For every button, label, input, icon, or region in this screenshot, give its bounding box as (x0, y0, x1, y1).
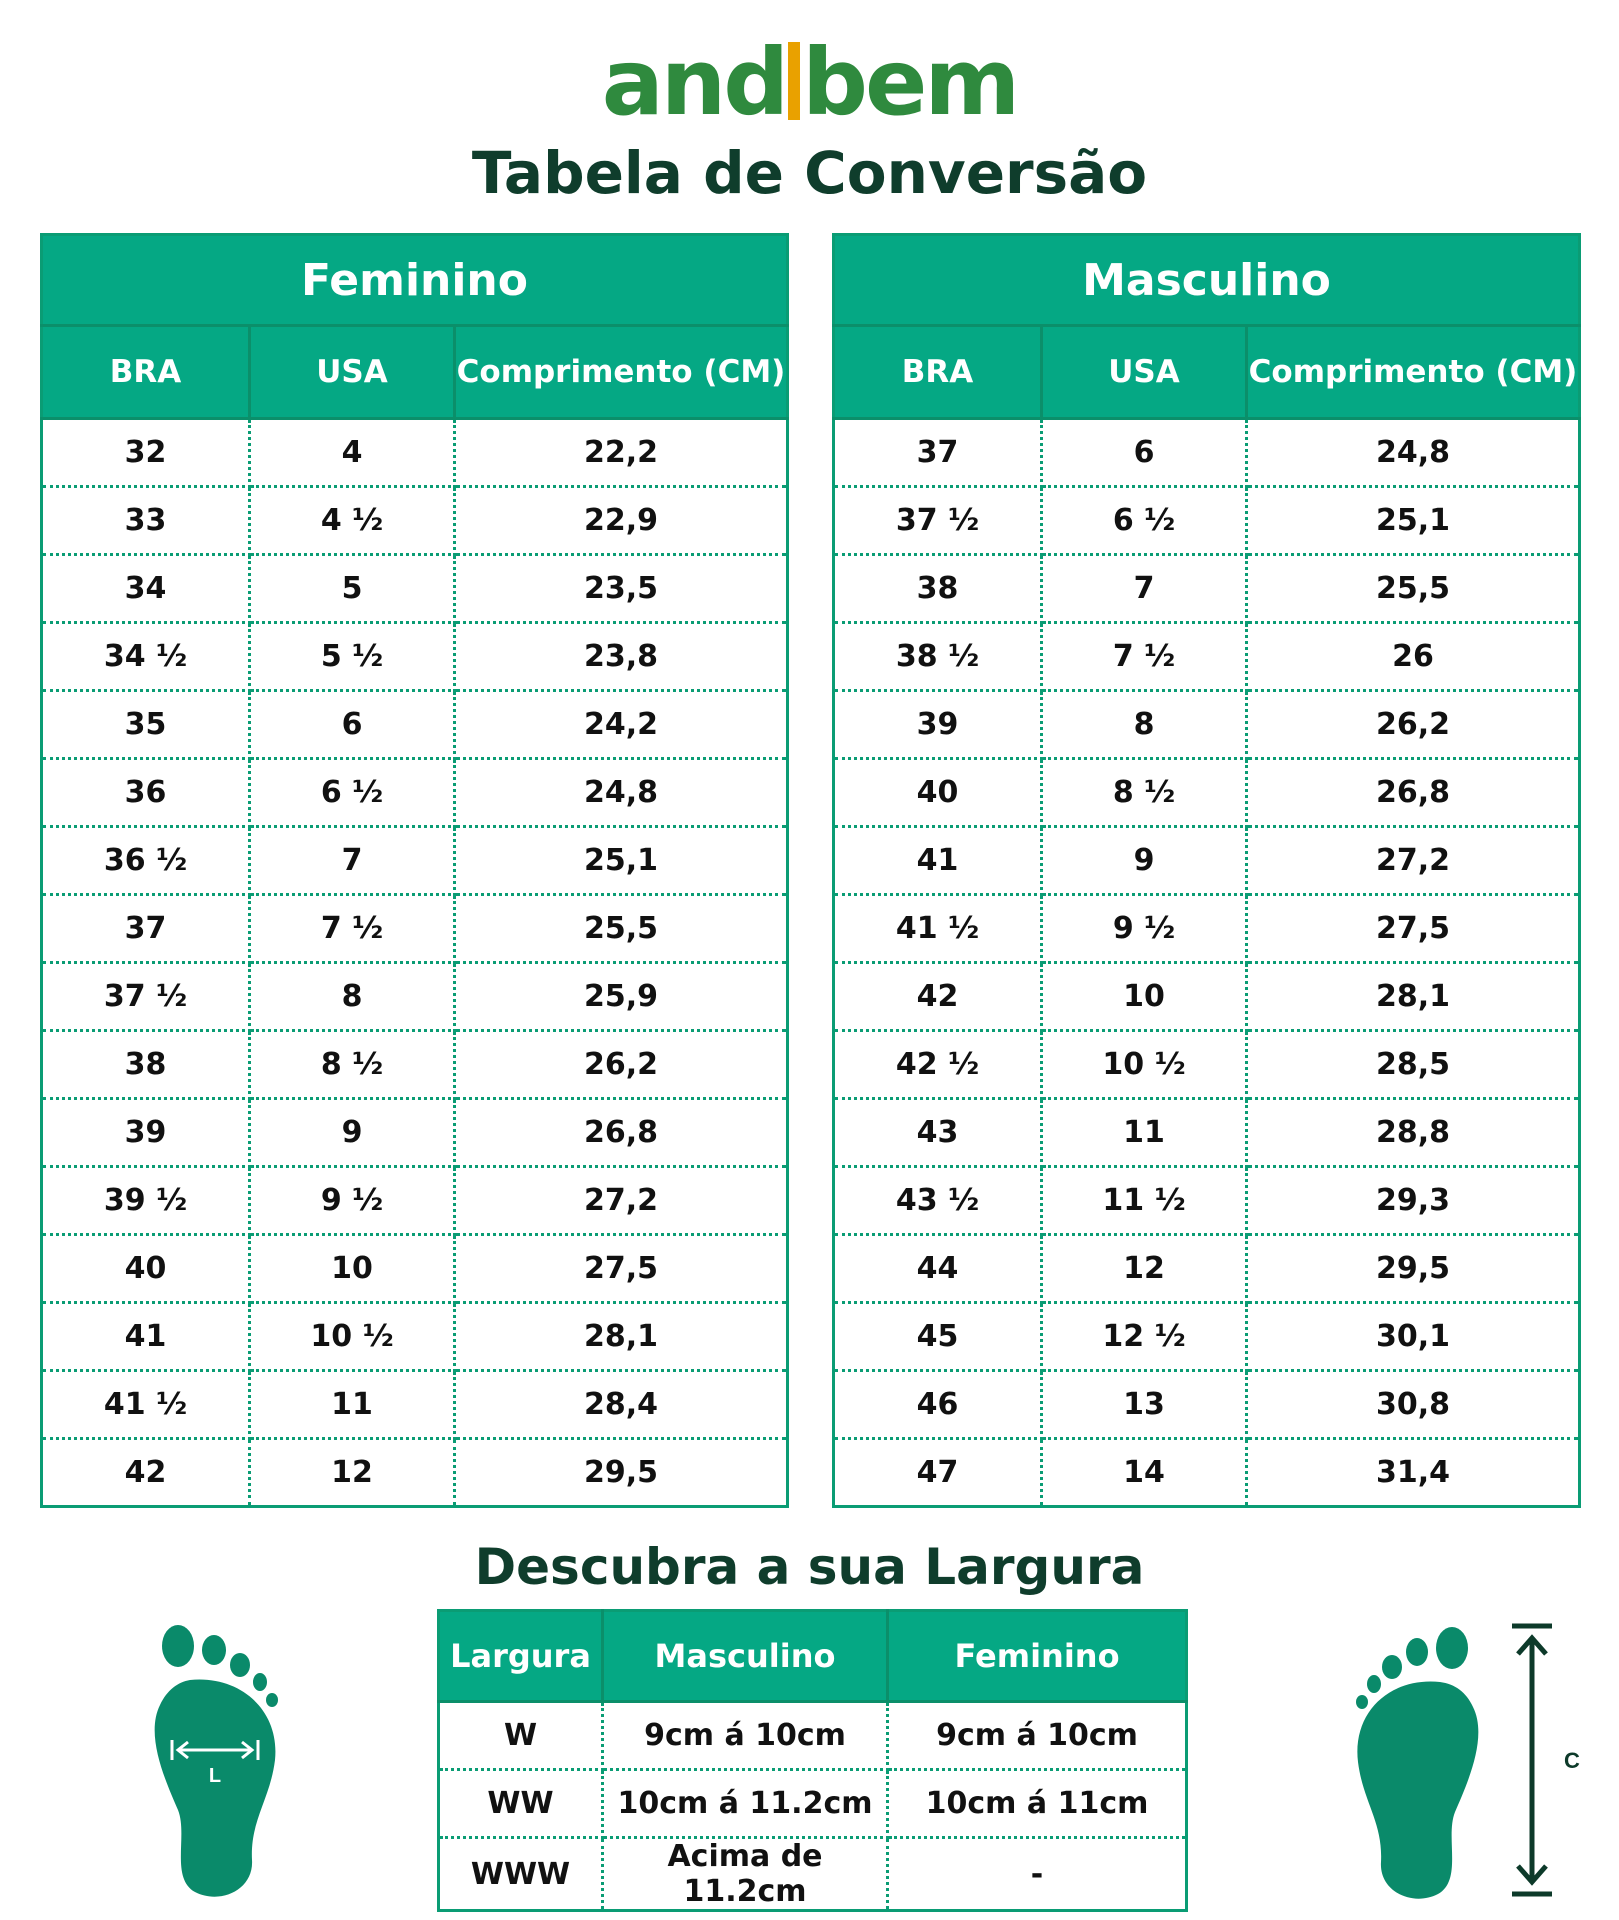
table-cell: 10 ½ (1042, 1031, 1247, 1099)
table-cell: 26,8 (455, 1099, 788, 1167)
table-cell: 26 (1247, 623, 1580, 691)
table-cell: WWW (439, 1838, 603, 1911)
table-cell: 38 (834, 555, 1042, 623)
column-header-bra: BRA (834, 326, 1042, 419)
table-cell: 12 ½ (1042, 1303, 1247, 1371)
table-cell: 4 ½ (250, 487, 455, 555)
table-cell: 10 (1042, 963, 1247, 1031)
table-cell: 45 (834, 1303, 1042, 1371)
table-cell: 22,2 (455, 419, 788, 487)
table-cell: 39 (834, 691, 1042, 759)
logo-text-right: bem (802, 29, 1018, 136)
table-cell: 24,2 (455, 691, 788, 759)
table-cell: 36 (42, 759, 250, 827)
column-header-usa: USA (250, 326, 455, 419)
table-cell: 24,8 (455, 759, 788, 827)
table-row (42, 1235, 788, 1303)
table-cell: 37 ½ (42, 963, 250, 1031)
largura-table (437, 1609, 1188, 1912)
table-row (834, 895, 1580, 963)
table-cell: 46 (834, 1371, 1042, 1439)
table-row (439, 1838, 1187, 1911)
foot-width-label: L (208, 1765, 222, 1787)
table-cell: 9 ½ (250, 1167, 455, 1235)
table-cell: 10cm á 11cm (888, 1770, 1187, 1838)
column-header-masculino: Masculino (603, 1611, 888, 1702)
foot-length-illustration (1340, 1620, 1580, 1900)
table-cell: 33 (42, 487, 250, 555)
page-title: Tabela de Conversão (471, 139, 1148, 207)
table-cell: 7 (250, 827, 455, 895)
table-cell: 12 (250, 1439, 455, 1507)
table-cell: 10cm á 11.2cm (603, 1770, 888, 1838)
table-row (42, 1099, 788, 1167)
table-cell: 23,8 (455, 623, 788, 691)
table-cell: 42 ½ (834, 1031, 1042, 1099)
masculino-table (832, 233, 1581, 1508)
table-cell: 34 ½ (42, 623, 250, 691)
table-cell: 7 ½ (1042, 623, 1247, 691)
table-cell: 29,5 (1247, 1235, 1580, 1303)
column-header-comprimento: Comprimento (CM) (455, 326, 788, 419)
masculino-heading: Masculino (834, 235, 1580, 326)
table-cell: 9 (1042, 827, 1247, 895)
table-cell: 9cm á 10cm (888, 1702, 1187, 1770)
table-cell: 37 ½ (834, 487, 1042, 555)
table-cell: 10 (250, 1235, 455, 1303)
table-row (42, 555, 788, 623)
table-row (834, 827, 1580, 895)
table-cell: 29,5 (583, 1455, 659, 1490)
table-cell: 43 ½ (834, 1167, 1042, 1235)
table-cell: 28,4 (455, 1371, 788, 1439)
table-row (834, 1167, 1580, 1235)
table-cell: 11 (1042, 1099, 1247, 1167)
table-cell: 11 (250, 1371, 455, 1439)
table-cell: 4 (250, 419, 455, 487)
table-cell: 6 ½ (250, 759, 455, 827)
column-header-usa: USA (1042, 326, 1247, 419)
table-cell: 25,5 (1247, 555, 1580, 623)
table-row (42, 827, 788, 895)
table-row (834, 623, 1580, 691)
column-header-feminino: Feminino (888, 1611, 1187, 1702)
table-cell: W (439, 1702, 603, 1770)
table-row (834, 487, 1580, 555)
table-cell: 28,5 (1247, 1031, 1580, 1099)
table-cell: 41 ½ (834, 895, 1042, 963)
table-cell: 6 (1042, 419, 1247, 487)
feminino-table (40, 233, 789, 1508)
table-cell: Acima de 11.2cm (603, 1838, 888, 1911)
table-row (42, 1031, 788, 1099)
table-cell: 25,1 (1247, 487, 1580, 555)
table-row (42, 759, 788, 827)
table-cell: 10 ½ (250, 1303, 455, 1371)
table-cell: 9cm á 10cm (603, 1702, 888, 1770)
table-row (42, 1371, 788, 1439)
table-row (42, 487, 788, 555)
table-cell: 8 ½ (1042, 759, 1247, 827)
table-cell: 8 (250, 963, 455, 1031)
table-row (42, 1303, 788, 1371)
table-cell: 8 (1042, 691, 1247, 759)
table-cell: 28,8 (1247, 1099, 1580, 1167)
table-cell: 9 ½ (1042, 895, 1247, 963)
table-cell: 24,8 (1247, 419, 1580, 487)
table-row (834, 1439, 1580, 1507)
table-row (42, 895, 788, 963)
table-cell: 26,2 (455, 1031, 788, 1099)
column-header-bra: BRA (42, 326, 250, 419)
logo-text-left: and (601, 29, 787, 136)
table-row (42, 963, 788, 1031)
table-row (439, 1702, 1187, 1770)
table-row (42, 623, 788, 691)
table-cell: 14 (1042, 1439, 1247, 1507)
table-cell: 37 (834, 419, 1042, 487)
table-row (834, 691, 1580, 759)
table-cell: 30,8 (1247, 1371, 1580, 1439)
table-cell: 27,2 (455, 1167, 788, 1235)
table-cell: 31,4 (1376, 1455, 1451, 1490)
table-cell: 34 (42, 555, 250, 623)
foot-length-icon (1340, 1620, 1580, 1900)
table-cell: 41 (42, 1303, 250, 1371)
table-cell: 28,1 (1247, 963, 1580, 1031)
table-cell: 5 (250, 555, 455, 623)
table-cell: - (1030, 1856, 1044, 1892)
table-cell: 35 (42, 691, 250, 759)
table-cell: 5 ½ (250, 623, 455, 691)
column-header-comprimento: Comprimento (CM) (1247, 326, 1580, 419)
table-cell: 30,1 (1247, 1303, 1580, 1371)
table-cell: 43 (834, 1099, 1042, 1167)
table-cell: 27,5 (455, 1235, 788, 1303)
table-cell: 8 ½ (250, 1031, 455, 1099)
table-cell: 7 ½ (250, 895, 455, 963)
brand-logo (0, 28, 1619, 138)
table-cell: 13 (1042, 1371, 1247, 1439)
table-cell: WW (439, 1770, 603, 1838)
table-cell: 38 (42, 1031, 250, 1099)
table-row (834, 1099, 1580, 1167)
table-row (42, 1439, 788, 1507)
table-cell: 41 ½ (42, 1371, 250, 1439)
table-row (834, 963, 1580, 1031)
feminino-heading: Feminino (42, 235, 788, 326)
foot-length-label: C (1564, 1748, 1580, 1773)
table-cell: 7 (1042, 555, 1247, 623)
table-cell: 40 (42, 1235, 250, 1303)
table-row (834, 759, 1580, 827)
table-cell: 26,8 (1247, 759, 1580, 827)
table-cell: 37 (42, 895, 250, 963)
foot-width-icon (150, 1620, 300, 1900)
table-cell: 25,9 (455, 963, 788, 1031)
width-section-title: Descubra a sua Largura (474, 1538, 1145, 1596)
table-cell: 23,5 (455, 555, 788, 623)
table-cell: 25,1 (455, 827, 788, 895)
table-cell: 38 ½ (834, 623, 1042, 691)
table-row (42, 1167, 788, 1235)
table-row (834, 1303, 1580, 1371)
table-row (42, 691, 788, 759)
table-cell: 11 ½ (1042, 1167, 1247, 1235)
table-cell: 25,5 (455, 895, 788, 963)
table-row (834, 419, 1580, 487)
table-cell: 42 (42, 1439, 250, 1507)
table-cell: 22,9 (455, 487, 788, 555)
table-cell: 6 (250, 691, 455, 759)
table-cell: 26,2 (1247, 691, 1580, 759)
table-cell: 27,2 (1247, 827, 1580, 895)
table-cell: 28,1 (455, 1303, 788, 1371)
table-cell: 44 (834, 1235, 1042, 1303)
table-row (834, 1235, 1580, 1303)
table-cell: 41 (834, 827, 1042, 895)
table-cell: 42 (834, 963, 1042, 1031)
table-cell: 12 (1042, 1235, 1247, 1303)
table-cell: 36 ½ (42, 827, 250, 895)
table-row (834, 555, 1580, 623)
table-cell: 6 ½ (1042, 487, 1247, 555)
table-cell: 9 (250, 1099, 455, 1167)
table-cell: 39 ½ (42, 1167, 250, 1235)
table-row (42, 419, 788, 487)
table-cell: 39 (42, 1099, 250, 1167)
table-row (439, 1770, 1187, 1838)
foot-width-illustration (150, 1620, 300, 1900)
column-header-largura: Largura (439, 1611, 603, 1702)
table-row (834, 1371, 1580, 1439)
table-cell: 40 (834, 759, 1042, 827)
table-row (834, 1031, 1580, 1099)
table-cell: 32 (42, 419, 250, 487)
logo-bar-icon (788, 42, 800, 120)
table-cell: 27,5 (1247, 895, 1580, 963)
table-cell: 47 (834, 1439, 1042, 1507)
table-cell: 29,3 (1247, 1167, 1580, 1235)
